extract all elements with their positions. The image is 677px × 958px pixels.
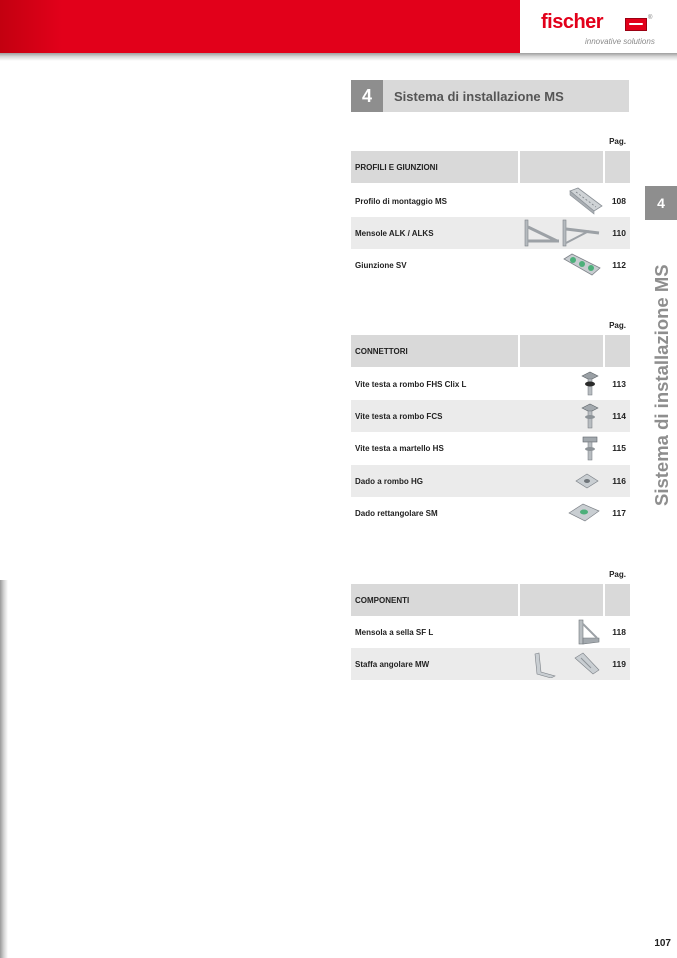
section-heading: COMPONENTI <box>355 595 410 605</box>
rhombus-nut-icon <box>573 467 601 495</box>
brand-logo <box>541 11 661 46</box>
list-item[interactable] <box>351 185 630 217</box>
pag-label: Pag. <box>609 321 626 330</box>
section-heading-row <box>351 335 630 367</box>
item-name: Dado rettangolare SM <box>355 508 438 518</box>
section-heading-row <box>351 584 630 616</box>
list-item[interactable] <box>351 616 630 648</box>
section-heading: PROFILI E GIUNZIONI <box>355 162 438 172</box>
brand-wordmark: fischer <box>541 11 604 33</box>
item-page: 108 <box>611 196 626 206</box>
list-item[interactable] <box>351 249 630 281</box>
pag-label: Pag. <box>609 570 626 579</box>
rhombus-screw-icon <box>579 402 601 430</box>
item-page: 110 <box>612 228 626 238</box>
side-tab-label: Sistema di installazione MS <box>651 264 672 506</box>
section-heading-row <box>351 151 630 183</box>
item-page: 114 <box>612 411 626 421</box>
item-name: Mensole ALK / ALKS <box>355 228 434 238</box>
item-page: 119 <box>612 659 626 669</box>
bracket-icon <box>523 219 603 247</box>
item-name: Vite testa a rombo FCS <box>355 411 443 421</box>
chapter-number: 4 <box>351 80 383 112</box>
list-item[interactable] <box>351 648 630 680</box>
section-heading: CONNETTORI <box>355 346 408 356</box>
pag-label: Pag. <box>609 137 626 146</box>
dowel-logo-icon <box>625 18 647 31</box>
registered-mark: ® <box>648 15 653 21</box>
angle-bracket-icon <box>531 650 603 678</box>
item-name: Dado a rombo HG <box>355 476 424 486</box>
item-page: 118 <box>612 627 626 637</box>
header-banner <box>0 0 520 53</box>
item-name: Mensola a sella SF L <box>355 627 434 637</box>
chapter-title: Sistema di installazione MS <box>394 88 564 104</box>
joint-connector-icon <box>562 251 602 279</box>
item-page: 116 <box>612 476 626 486</box>
mounting-profile-icon <box>568 187 604 215</box>
item-name: Staffa angolare MW <box>355 659 430 669</box>
list-item[interactable] <box>351 217 630 249</box>
rhombus-screw-clix-icon <box>579 370 601 398</box>
page-number: 107 <box>654 938 671 949</box>
page-gutter-shadow <box>0 580 8 958</box>
list-item[interactable] <box>351 465 630 497</box>
item-name: Vite testa a rombo FHS Clix L <box>355 379 467 389</box>
rectangular-nut-icon <box>567 499 601 527</box>
item-name: Profilo di montaggio MS <box>355 196 447 206</box>
list-item[interactable] <box>351 497 630 529</box>
list-item[interactable] <box>351 400 630 432</box>
item-page: 112 <box>612 260 626 270</box>
list-item[interactable] <box>351 432 630 464</box>
list-item[interactable] <box>351 368 630 400</box>
hammer-head-screw-icon <box>579 434 601 462</box>
item-name: Vite testa a martello HS <box>355 443 444 453</box>
item-name: Giunzione SV <box>355 260 407 270</box>
brand-tagline: innovative solutions <box>585 37 655 46</box>
item-page: 113 <box>612 379 626 389</box>
side-tab-number[interactable]: 4 <box>645 186 677 220</box>
saddle-bracket-icon <box>575 618 601 646</box>
item-page: 115 <box>612 443 626 453</box>
chapter-title-bar <box>383 80 629 112</box>
header-shadow <box>0 53 677 61</box>
item-page: 117 <box>612 508 626 518</box>
